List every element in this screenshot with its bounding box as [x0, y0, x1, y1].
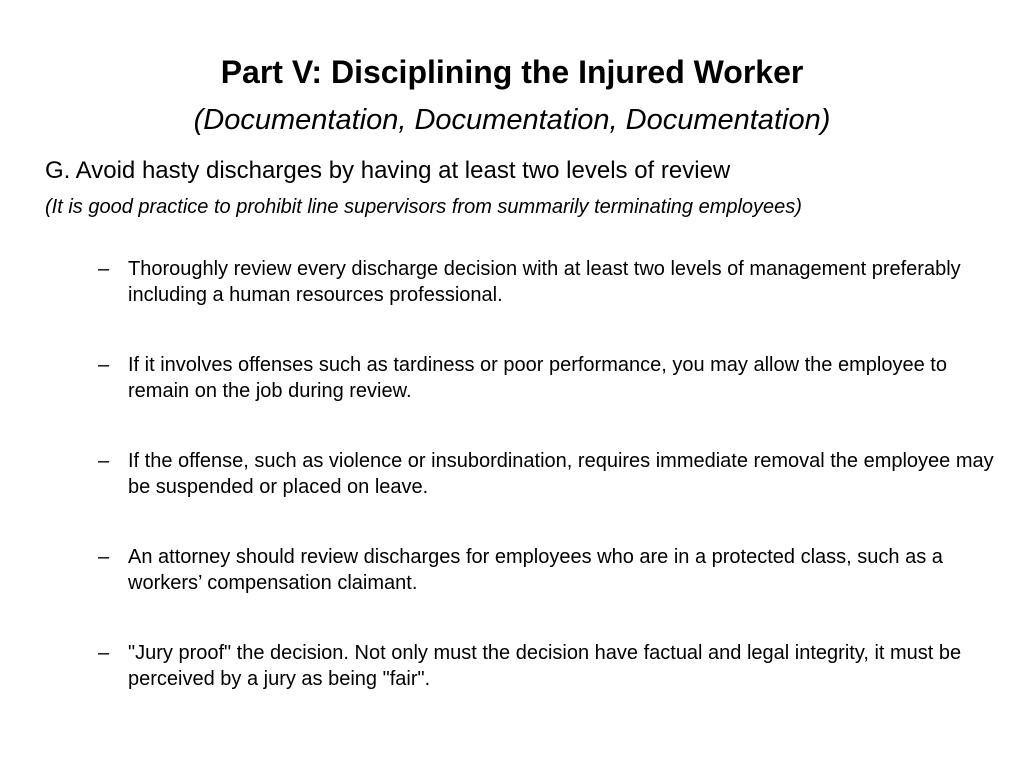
bullet-text: If it involves offenses such as tardiness or poor performance, you may allow the employee to remain on the job during review.	[128, 354, 947, 402]
bullet-item	[98, 448, 1008, 500]
main-point-note: (It is good practice to prohibit line supervisors from summarily terminating employees)	[45, 196, 802, 218]
bullet-dash: –	[98, 450, 110, 472]
bullet-dash: –	[98, 354, 110, 376]
bullet-item	[98, 352, 1008, 404]
bullet-text: "Jury proof" the decision. Not only must the decision have factual and legal integrity, it must be perceived by a jury as being "fair".	[128, 642, 962, 690]
bullet-item	[98, 544, 1008, 596]
bullet-text: An attorney should review discharges for employees who are in a protected class, such as a workers’ compensation claimant.	[128, 546, 943, 594]
bullet-dash: –	[98, 642, 110, 664]
bullet-text: If the offense, such as violence or insubordination, requires immediate removal the employee may be suspended or placed on leave.	[128, 450, 994, 498]
bullet-dash: –	[98, 546, 110, 568]
bullet-item	[98, 640, 1008, 692]
bullet-list	[98, 256, 1008, 736]
slide-title: Part V: Disciplining the Injured Worker	[220, 54, 804, 90]
bullet-dash: –	[98, 258, 110, 280]
bullet-text: Thoroughly review every discharge decision with at least two levels of management preferably including a human resources professional.	[128, 258, 961, 306]
main-point: G. Avoid hasty discharges by having at least two levels of review	[45, 157, 731, 184]
slide-subtitle: (Documentation, Documentation, Documentation)	[193, 104, 831, 136]
bullet-item	[98, 256, 1008, 308]
